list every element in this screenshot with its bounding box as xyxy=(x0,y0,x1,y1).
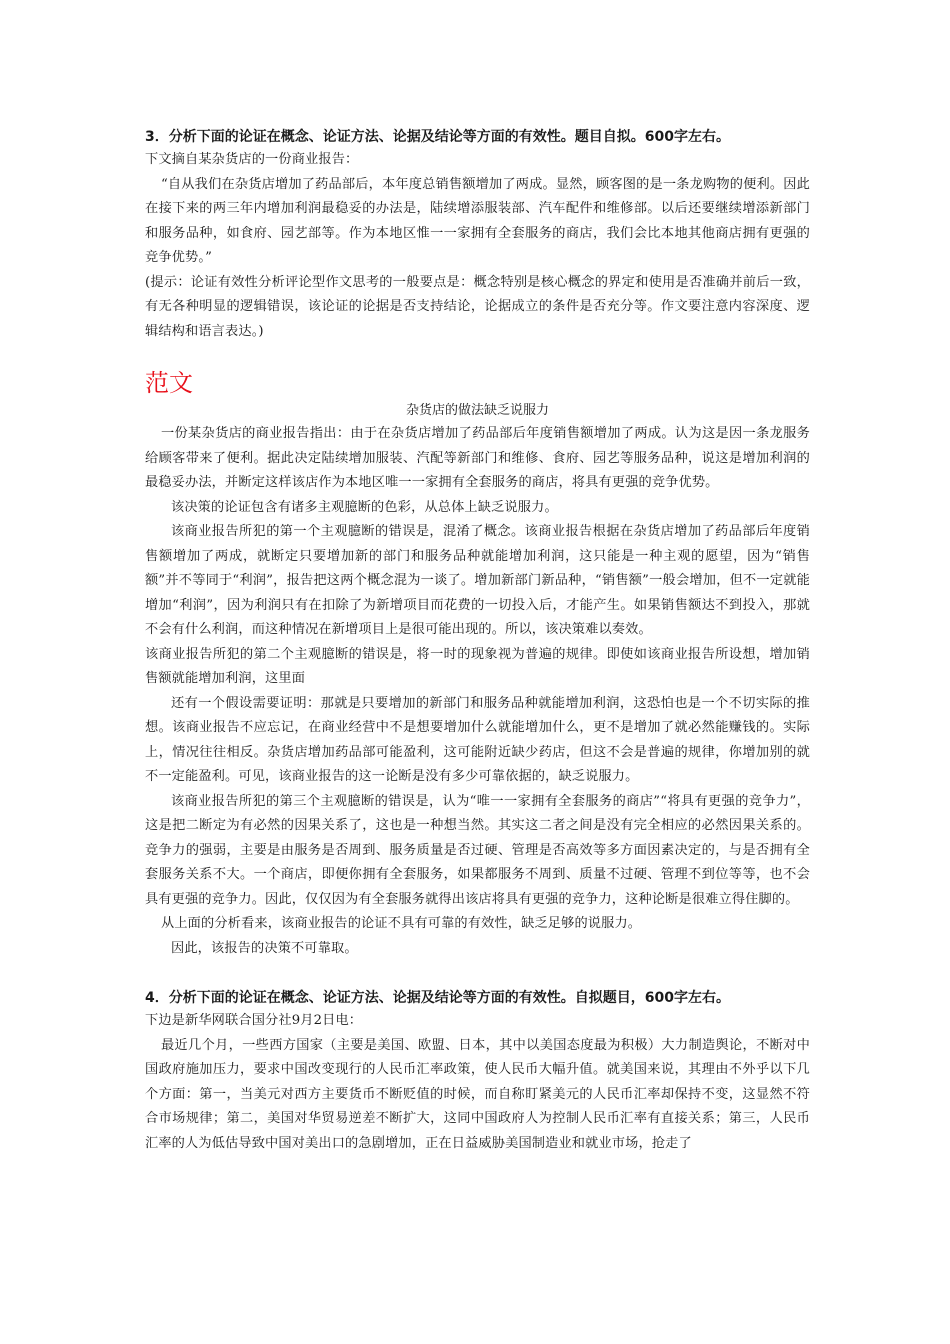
question-4-intro: 下边是新华网联合国分社9月2日电： xyxy=(145,1013,363,1028)
essay-paragraph-8: 因此，该报告的决策不可靠取。 xyxy=(171,940,358,956)
question-3-hint: (提示：论证有效性分析评论型作文思考的一般要点是：概念特别是核心概念的界定和使用是否准确并前后一致，有无各种明显的逻辑错误，该论证的论据是否支持结论，论据成立的条件是否充分等。作文要注意内容深度、逻辑结构和语言表达。) xyxy=(145,274,810,339)
essay-paragraph-2: 该决策的论证包含有诸多主观臆断的色彩，从总体上缺乏说服力。 xyxy=(171,499,558,515)
essay-paragraph-5: 还有一个假设需要证明：那就是只要增加的新部门和服务品种就能增加利润，这恐怕也是一个不切实际的推想。该商业报告不应忘记，在商业经营中不是想要增加什么就能增加什么，更不是增加了就必然能赚钱的。实际上，情况往往相反。杂货店增加药品部可能盈利，这可能附近缺少药店，但这不会是普遍的规律，你增加别的就不一定能盈利。可见，该商业报告的这一论断是没有多少可靠依据的，缺乏说服力。 xyxy=(145,695,810,784)
sample-essay-title: 杂货店的做法缺乏说服力 xyxy=(405,403,549,418)
question-3-title: 3．分析下面的论证在概念、论证方法、论据及结论等方面的有效性。题目自拟。600字左右。 xyxy=(145,129,730,145)
essay-paragraph-1: 一份某杂货店的商业报告指出：由于在杂货店增加了药品部后年度销售额增加了两成。认为这是因一条龙服务给顾客带来了便利。据此决定陆续增加服装、汽配等新部门和维修、食府、园艺等服务品种，说这是增加利润的最稳妥办法，并断定这样该店作为本地区唯一一家拥有全套服务的商店，将具有更强的竞争优势。 xyxy=(145,426,810,490)
essay-paragraph-7: 从上面的分析看来，该商业报告的论证不具有可靠的有效性，缺乏足够的说服力。 xyxy=(161,916,642,931)
sample-essay-heading: 范文 xyxy=(145,369,193,397)
essay-paragraph-6: 该商业报告所犯的第三个主观臆断的错误是，认为“唯一一家拥有全套服务的商店”“将具有更强的竞争力”，这是把二断定为有必然的因果关系了，这也是一种想当然。其实这二者之间是没有完全相应的必然因果关系的。竞争力的强弱，主要是由服务是否周到、服务质量是否过硬、管理是否高效等多方面因素决定的，与是否拥有全套服务关系不大。一个商店，即便你拥有全套服务，如果都服务不周到、质量不过硬、管理不到位等等，也不会具有更强的竞争力。因此，仅仅因为有全套服务就得出该店将具有更强的竞争力，这种论断是很难立得住脚的。 xyxy=(145,793,810,907)
question-3-intro: 下文摘自某杂货店的一份商业报告： xyxy=(145,152,359,167)
question-4-body: 最近几个月，一些西方国家（主要是美国、欧盟、日本，其中以美国态度最为积极）大力制造舆论，不断对中国政府施加压力，要求中国改变现行的人民币汇率政策，使人民币大幅升值。就美国来说，其理由不外乎以下几个方面：第一，当美元对西方主要货币不断贬值的时候，而自称盯紧美元的人民币汇率却保持不变，这显然不符合市场规律；第二，美国对华贸易逆差不断扩大，这同中国政府人为控制人民币汇率有直接关系；第三，人民币汇率的人为低估导致中国对美出口的急剧增加，正在日益威胁美国制造业和就业市场，抢走了 xyxy=(145,1037,810,1151)
essay-paragraph-3: 该商业报告所犯的第一个主观臆断的错误是，混淆了概念。该商业报告根据在杂货店增加了药品部后年度销售额增加了两成，就断定只要增加新的部门和服务品种就能增加利润，这只能是一种主观的愿望，因为“销售额”并不等同于“利润”，报告把这两个概念混为一谈了。增加新部门新品种，“销售额”一般会增加，但不一定就能增加“利润”，因为利润只有在扣除了为新增项目而花费的一切投入后，才能产生。如果销售额达不到投入，那就不会有什么利润，而这种情况在新增项目上是很可能出现的。所以，该决策难以奏效。 xyxy=(145,524,810,637)
question-3-quote: “自从我们在杂货店增加了药品部后，本年度总销售额增加了两成。显然，顾客图的是一条龙购物的便利。因此在接下来的两三年内增加利润最稳妥的办法是，陆续增添服装部、汽车配件和维修部。以后还要继续增添新部门和服务品种，如食府、园艺部等。作为本地区惟一一家拥有全套服务的商店，我们会比本地其他商店拥有更强的竞争优势。” xyxy=(145,176,810,265)
question-4-title: 4．分析下面的论证在概念、论证方法、论据及结论等方面的有效性。自拟题目，600字左右。 xyxy=(145,990,730,1006)
essay-paragraph-4: 该商业报告所犯的第二个主观臆断的错误是，将一时的现象视为普遍的规律。即使如该商业报告所设想，增加销售额就能增加利润，这里面 xyxy=(145,646,810,686)
